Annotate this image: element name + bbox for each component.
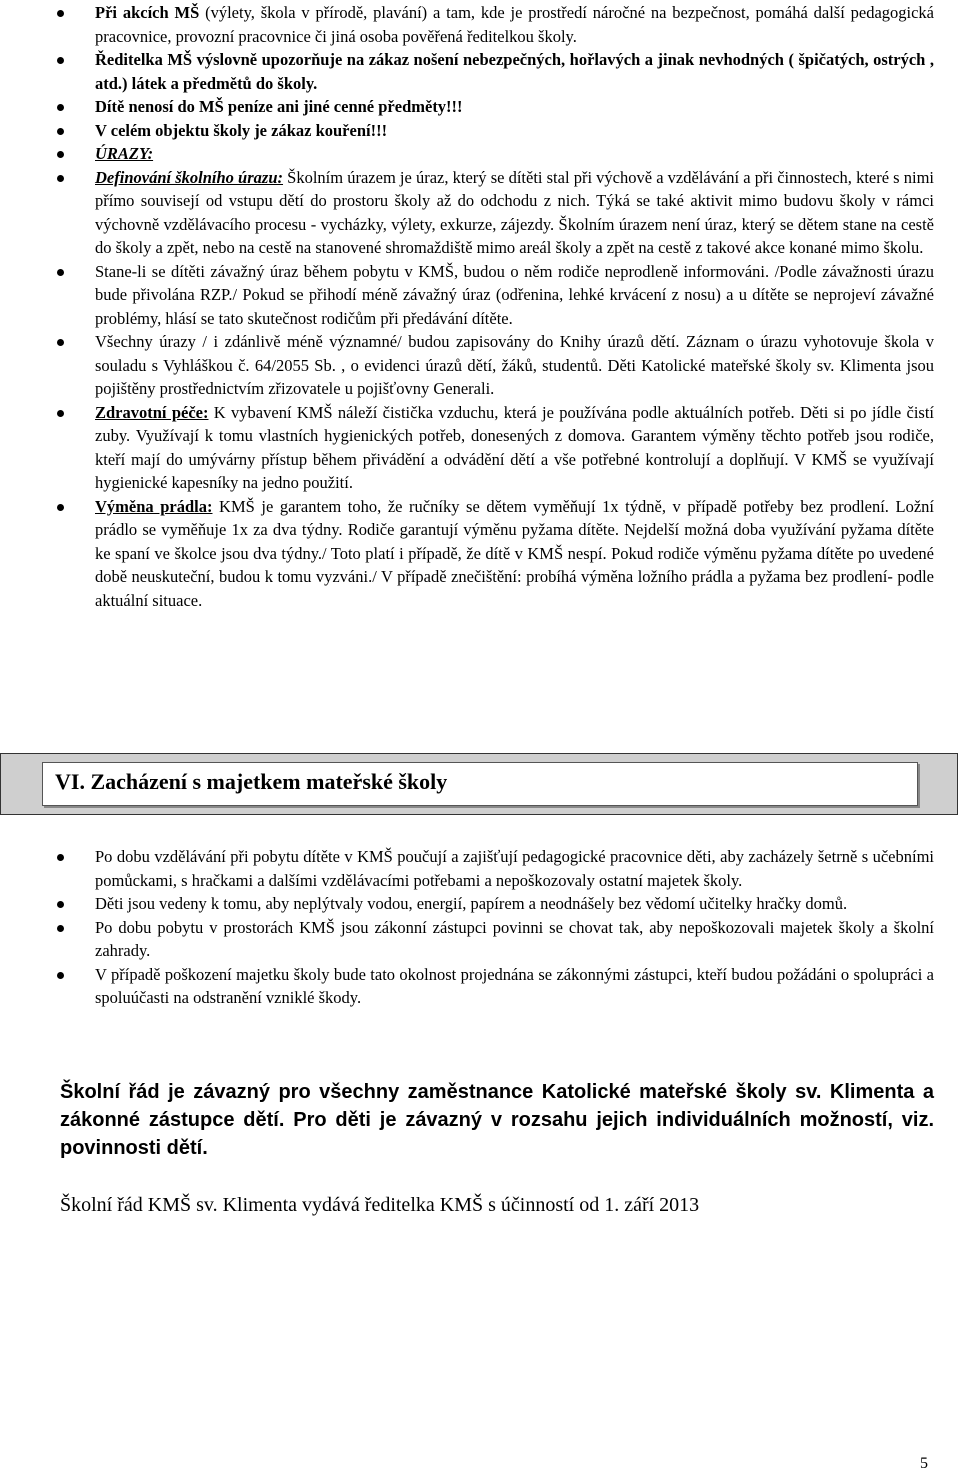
bullet-icon bbox=[57, 175, 64, 182]
item-text: (výlety, škola v přírodě, plavání) a tam, kde je prostředí náročné na bezpečnost, pomáhá další pedagogická pracovnice, provozní pracovnice či jiná osoba pověřená ředitelkou školy. bbox=[95, 3, 934, 46]
bullet-icon bbox=[57, 854, 64, 861]
item-text: V případě poškození majetku školy bude tato okolnost projednána se zákonnými zástupci, kteří budou požádáni o spolupráci a spoluúčasti na odstranění vzniklé škody. bbox=[95, 964, 934, 1007]
list-item bbox=[0, 95, 960, 119]
item-lead: Definování školního úrazu: bbox=[95, 167, 284, 187]
item-text: Po dobu vzdělávání při pobytu dítěte v KMŠ poučují a zajišťují pedagogické pracovnice děti, aby zacházely šetrně s učebními pomůckami, s hračkami a dalšími vzdělávacími potřebami a nepoškozovaly ostatní majetek školy. bbox=[95, 847, 934, 890]
list-item bbox=[0, 142, 960, 166]
list-item bbox=[0, 401, 960, 495]
validity-statement: Školní řád KMŠ sv. Klimenta vydává ředitelka KMŠ s účinností od 1. září 2013 bbox=[60, 1194, 700, 1216]
bullet-icon bbox=[57, 151, 64, 158]
item-text: KMŠ je garantem toho, že ručníky se dětem vyměňují 1x týdně, v případě potřeby bez prodlení. Ložní prádlo se vyměňuje 1x za dva týdny. Rodiče garantují výměnu pyžama dítěte. Nejdelší možná doba využívání pyžama dítěte ke spaní ve školce jsou dva týdny./ Toto platí i případě, že dítě v KMŠ nespí. Pokud rodiče výměnu pyžama dítěte po uvedené době neuskuteční, budou k tomu vyzváni./ V případě znečištění: probíhá výměna ložního prádla a pyžama bez prodlení- podle aktuální situace. bbox=[95, 496, 934, 610]
bullet-icon bbox=[57, 57, 64, 64]
list-item bbox=[0, 963, 960, 1010]
list-item bbox=[0, 260, 960, 331]
bullet-icon bbox=[57, 504, 64, 511]
list-item bbox=[0, 892, 960, 916]
page-number: 5 bbox=[920, 1455, 928, 1472]
bullet-icon bbox=[57, 104, 64, 111]
list-item bbox=[0, 166, 960, 260]
injuries-heading: ÚRAZY: bbox=[95, 144, 154, 163]
bullet-icon bbox=[57, 10, 64, 17]
bullet-icon bbox=[57, 339, 64, 346]
section-heading-frame bbox=[42, 762, 918, 806]
item-lead: Výměna prádla: bbox=[95, 496, 213, 516]
list-item bbox=[0, 119, 960, 143]
list-item bbox=[0, 845, 960, 892]
rules-list-property bbox=[0, 845, 960, 1010]
item-text: Ředitelka MŠ výslovně upozorňuje na zákaz nošení nebezpečných, hořlavých a jinak nevhodných ( špičatých, ostrých , atd.) látek a předmětů do školy. bbox=[95, 50, 934, 93]
bullet-icon bbox=[57, 901, 64, 908]
item-text: K vybavení KMŠ náleží čistička vzduchu, která je používána podle aktuálních potřeb. Děti si po jídle čistí zuby. Využívají k tomu vlastních hygienických potřeb, donesených z domova. Garantem výměny těchto potřeb jsou rodiče, kteří mají do umývárny přístup během přivádění a odvádění dětí a vše potřebné kontrolují a doplňují. V KMŠ se využívají hygienické kapesníky na jedno použití. bbox=[95, 402, 934, 492]
item-text: Po dobu pobytu v prostorách KMŠ jsou zákonní zástupci povinni se chovat tak, aby nepoškozovali majetek školy a školní zahrady. bbox=[95, 917, 934, 960]
list-item bbox=[0, 330, 960, 401]
section-heading: VI. Zacházení s majetkem mateřské školy bbox=[55, 769, 448, 794]
bullet-icon bbox=[57, 128, 64, 135]
binding-statement: Školní řád je závazný pro všechny zaměstnance Katolické mateřské školy sv. Klimenta a zákonné zástupce dětí. Pro děti je závazný v rozsahu jejich individuálních možností, viz. povinnosti dětí. bbox=[60, 1081, 934, 1159]
bullet-icon bbox=[57, 269, 64, 276]
section-heading-box bbox=[0, 753, 958, 815]
list-item bbox=[0, 495, 960, 613]
list-item bbox=[0, 48, 960, 95]
rules-list-safety bbox=[0, 1, 960, 612]
item-text: Dítě nenosí do MŠ peníze ani jiné cenné předměty!!! bbox=[95, 97, 463, 116]
list-item bbox=[0, 1, 960, 48]
bullet-icon bbox=[57, 925, 64, 932]
item-text: Školním úrazem je úraz, který se dítěti stal při výchově a vzdělávání a při činnostech, které s nimi přímo souvisejí od vstupu dětí do prostoru školy až do odchodu z nich. Týká se také aktivit mimo budovu školy v rámci výchovně vzdělávacího procesu - vycházky, výlety, exkurze, zájezdy. Školním úrazem není úraz, který se dětem stane na cestě do školy a zpět, nebo na cestě na stanovené shromaždiště mimo areál školy a zpět na cestě z takové akce konané mimo školu. bbox=[95, 167, 935, 257]
item-text: Všechny úrazy / i zdánlivě méně významné/ budou zapisovány do Knihy úrazů dětí. Záznam o úrazu vyhotovuje škola v souladu s Vyhláškou č. 64/2055 Sb. , o evidenci úrazů dětí, žáků, studentů. Děti Katolické mateřské školy sv. Klimenta jsou pojištěny prostřednictvím zřizovatele u pojišťovny Generali. bbox=[95, 332, 934, 398]
bullet-icon bbox=[57, 410, 64, 417]
item-text: V celém objektu školy je zákaz kouření!!! bbox=[95, 120, 388, 140]
list-item bbox=[0, 916, 960, 963]
item-lead: Zdravotní péče: bbox=[95, 402, 209, 422]
item-text: Děti jsou vedeny k tomu, aby neplýtvaly vodou, energií, papírem a neodnášely bez vědomí učitelky hračky domů. bbox=[95, 894, 848, 913]
bullet-icon bbox=[57, 972, 64, 979]
item-lead: Při akcích MŠ bbox=[95, 3, 200, 22]
item-text: Stane-li se dítěti závažný úraz během pobytu v KMŠ, budou o něm rodiče neprodleně informováni. /Podle závažnosti úrazu bude přivolána RZP./ Pokud se přihodí méně závažný úraz (odřenina, lehké krvácení z nosu) a u dítěte se neprojeví závažné problémy, hlásí se tato skutečnost rodičům při předávání dítěte. bbox=[95, 261, 934, 328]
